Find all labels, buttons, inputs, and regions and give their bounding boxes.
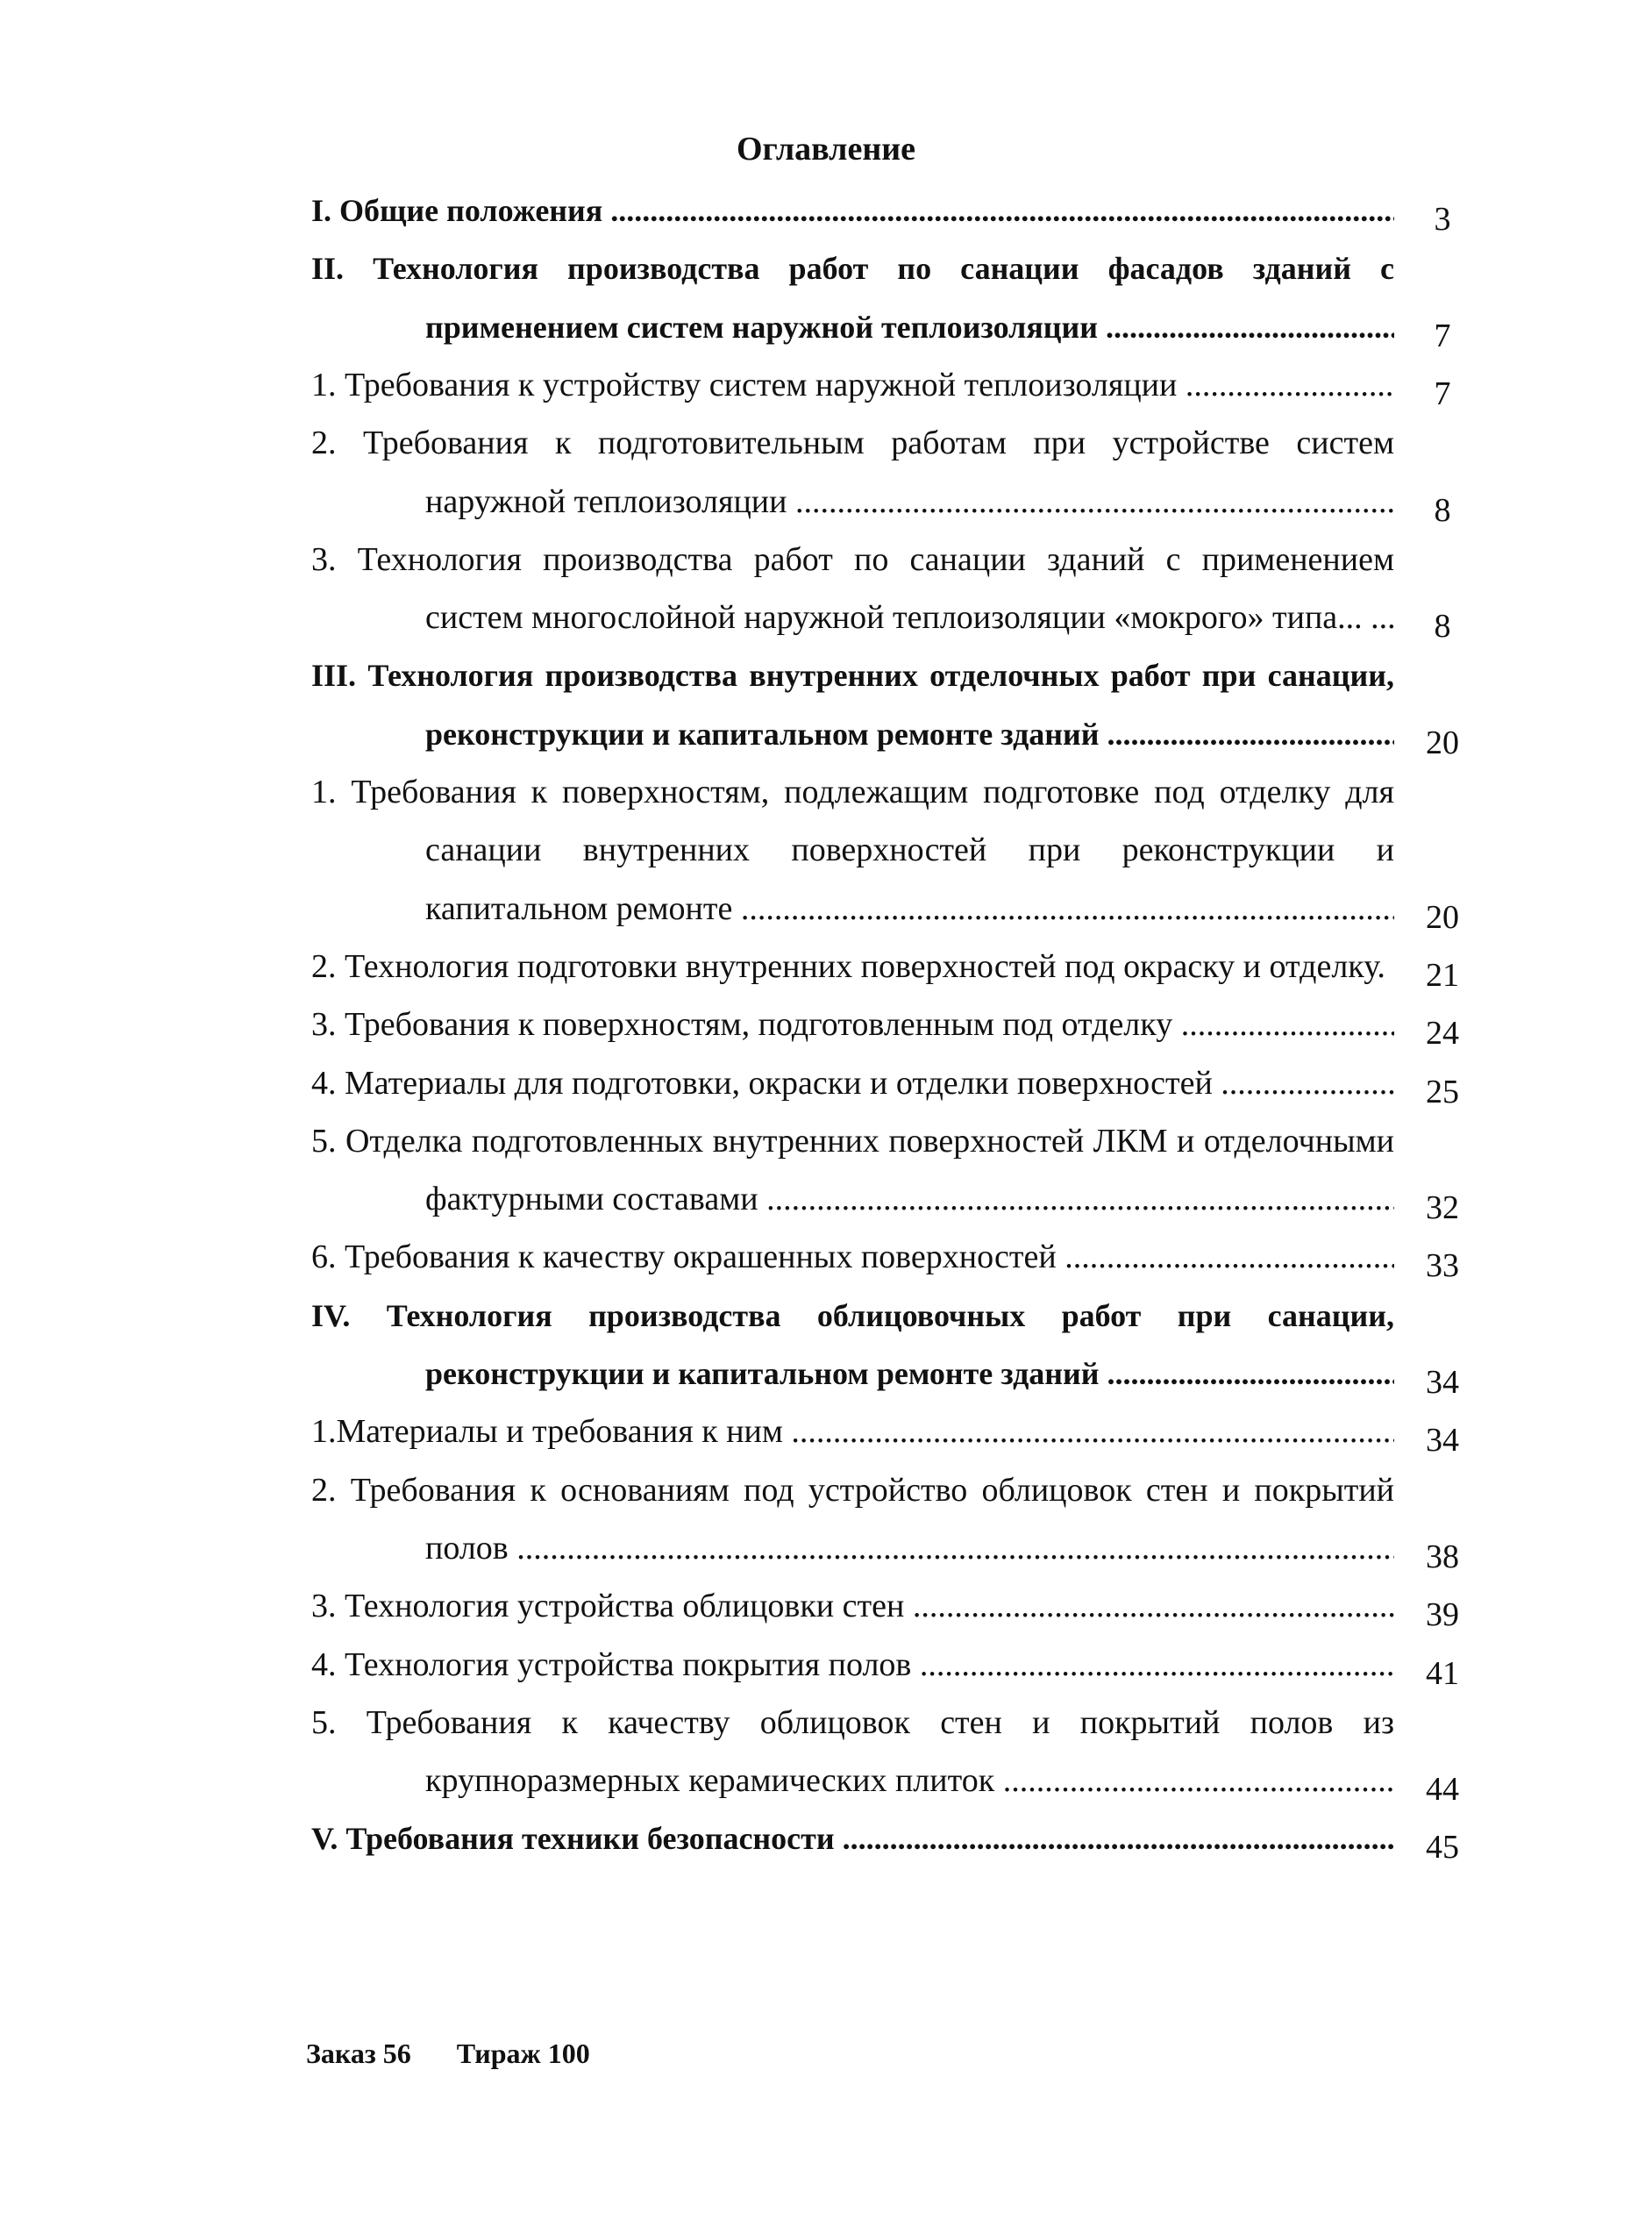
toc-page-number: 21 — [1426, 957, 1459, 994]
toc-page-number: 8 — [1434, 492, 1451, 529]
toc-entry-text: наружной теплоизоляции ..... — [425, 482, 1394, 521]
print-info — [306, 2038, 636, 2070]
toc-entry-line — [311, 1005, 1478, 1063]
toc-entry-text: 5. Отделка подготовленных внутренних поверхностей ЛКМ и отделочными — [311, 1123, 1394, 1160]
toc-entry-line — [311, 249, 1478, 307]
toc-entry-text: 4. Материалы для подготовки, окраски и отделки поверхностей ..... — [311, 1064, 1394, 1103]
toc-entry-text: полов ..... — [425, 1529, 1394, 1567]
toc-page-number: 34 — [1426, 1364, 1459, 1401]
toc-entry-line — [311, 366, 1478, 424]
toc-entry-text: 2. Требования к основаниям под устройство облицовок стен и покрытий — [311, 1472, 1394, 1509]
toc-entry-line — [311, 1238, 1478, 1296]
toc-entry-line — [311, 1064, 1478, 1122]
toc-page-number: 7 — [1434, 375, 1451, 412]
toc-entry-text: санации внутренних поверхностей при реконструкции и — [425, 832, 1394, 868]
toc-entry-line — [311, 1296, 1478, 1354]
toc-entry-line — [311, 831, 1478, 889]
toc-page-number: 33 — [1426, 1247, 1459, 1284]
toc-entry-text: реконструкции и капитальном ремонте зданий ..... — [425, 1354, 1394, 1393]
toc-entry-text: 1. Требования к устройству систем наружной теплоизоляции ..... — [311, 366, 1394, 404]
toc-entry-line — [311, 424, 1478, 482]
toc-entry-text: II. Технология производства работ по санации фасадов зданий с — [311, 251, 1394, 286]
toc-entry-line — [311, 1761, 1478, 1819]
toc-page-number: 20 — [1426, 724, 1459, 761]
toc-entry-line — [311, 598, 1478, 656]
toc-page-number: 45 — [1426, 1829, 1459, 1866]
toc-entry-text: капитальном ремонте ..... — [425, 889, 1394, 928]
toc-page-number: 24 — [1426, 1015, 1459, 1052]
toc-entry-line — [311, 889, 1478, 947]
toc-entry-text: применением систем наружной теплоизоляции ..... — [425, 308, 1394, 346]
toc-entry-line — [311, 1122, 1478, 1180]
print-run: Тираж 100 — [456, 2038, 590, 2069]
toc-entry-line — [311, 1587, 1478, 1645]
toc-entry-text: систем многослойной наружной теплоизоляции «мокрого» типа... ..... — [425, 598, 1394, 637]
toc-page-number: 39 — [1426, 1596, 1459, 1633]
toc-entry-text: I. Общие положения ..... — [311, 191, 1394, 230]
toc-page-number: 44 — [1426, 1771, 1459, 1808]
order-number: Заказ 56 — [306, 2038, 411, 2069]
toc-entry-line — [311, 1354, 1478, 1412]
toc-page-number: 34 — [1426, 1422, 1459, 1459]
toc-entry-text: 2. Технология подготовки внутренних поверхностей под окраску и отделку. ..... — [311, 947, 1394, 986]
toc-entry-text: 2. Требования к подготовительным работам при устройстве систем — [311, 425, 1394, 461]
toc-entry-text: 3. Технология устройства облицовки стен ..... — [311, 1587, 1394, 1625]
toc-entry-text: 6. Требования к качеству окрашенных поверхностей ..... — [311, 1238, 1394, 1276]
toc-entry-line — [311, 1471, 1478, 1529]
toc-page-number: 7 — [1434, 318, 1451, 354]
toc-entry-line — [311, 1412, 1478, 1470]
toc-entry-line — [311, 1180, 1478, 1238]
toc-entry-text: 3. Требования к поверхностям, подготовленным под отделку ..... — [311, 1005, 1394, 1044]
toc-entry-line — [311, 1645, 1478, 1703]
toc-page-number: 25 — [1426, 1074, 1459, 1110]
toc-entry-line — [311, 656, 1478, 714]
toc-page-number: 38 — [1426, 1538, 1459, 1575]
toc-page-number: 3 — [1434, 201, 1451, 238]
toc-entry-line — [311, 1819, 1478, 1877]
toc-entry-line — [311, 482, 1478, 540]
toc-entry-line — [311, 191, 1478, 249]
toc-entry-text: реконструкции и капитальном ремонте зданий ..... — [425, 715, 1394, 753]
toc-entry-text: крупноразмерных керамических плиток ..... — [425, 1761, 1394, 1800]
toc-entry-text: 1.Материалы и требования к ним ..... — [311, 1412, 1394, 1451]
toc-entry-text: 3. Технология производства работ по санации зданий с применением — [311, 541, 1394, 578]
toc-page-number: 41 — [1426, 1655, 1459, 1692]
toc-entry-text: 1. Требования к поверхностям, подлежащим подготовке под отделку для — [311, 774, 1394, 810]
toc-entry-line — [311, 773, 1478, 831]
toc-entry-line — [311, 715, 1478, 773]
toc-entry-text: 5. Требования к качеству облицовок стен и покрытий полов из — [311, 1704, 1394, 1741]
toc-title: Оглавление — [736, 131, 916, 168]
toc-entry-text: III. Технология производства внутренних отделочных работ при санации, — [311, 658, 1394, 693]
toc-page-number: 8 — [1434, 608, 1451, 645]
toc-entry-line — [311, 1529, 1478, 1587]
toc-entry-text: 4. Технология устройства покрытия полов ..... — [311, 1645, 1394, 1684]
toc-entry-text: V. Требования техники безопасности ..... — [311, 1819, 1394, 1858]
toc-entry-line — [311, 308, 1478, 366]
toc-entry-line — [311, 947, 1478, 1005]
toc-entry-text: IV. Технология производства облицовочных работ при санации, — [311, 1298, 1394, 1333]
toc-page-number: 20 — [1426, 899, 1459, 936]
toc-page-number: 32 — [1426, 1189, 1459, 1226]
toc-entry-line — [311, 1703, 1478, 1761]
toc-entry-line — [311, 540, 1478, 598]
toc-entry-text: фактурными составами ..... — [425, 1180, 1394, 1218]
